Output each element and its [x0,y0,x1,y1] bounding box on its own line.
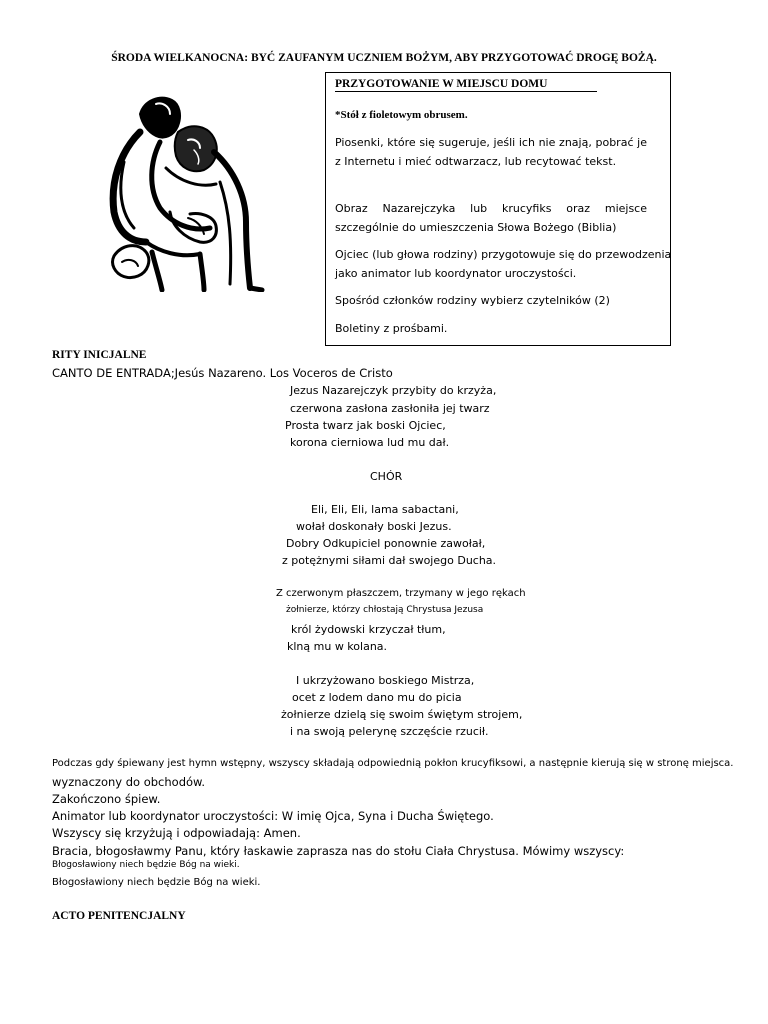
preparation-item-animator: Ojciec (lub głowa rodziny) przygotowuje się do przewodzenia jako animator lub koordynator uroczystości. [335,248,672,280]
invitation-line: Bracia, błogosławmy Panu, który łaskawie zaprasza nas do stołu Ciała Chrystusa. Mówimy wszyscy: [52,844,625,858]
verse1-line2: czerwona zasłona zasłoniła jej twarz [290,402,490,415]
preparation-item-readers: Spośród członków rodziny wybierz czytelników (2) [335,294,610,307]
page-title: ŚRODA WIELKANOCNA: BYĆ ZAUFANYM UCZNIEM BOŻYM, ABY PRZYGOTOWAĆ DROGĘ BOŻĄ. [111,52,657,64]
verse3-line1: I ukrzyżowano boskiego Mistrza, [296,674,475,687]
entrance-song-title: CANTO DE ENTRADA;Jesús Nazareno. Los Voceros de Cristo [52,366,393,380]
chorus-line2: wołał doskonały boski Jezus. [296,520,452,533]
preparation-box [325,72,671,346]
verse3-line2: ocet z lodem dano mu do picia [292,691,462,704]
instruction-line2: wyznaczony do obchodów. [52,775,206,789]
instruction-line1: Podczas gdy śpiewany jest hymn wstępny, wszyscy składają odpowiednią pokłon krucyfiksowi, a następnie kierują się w stronę miejsca. [52,758,734,769]
verse2-line2: żołnierze, którzy chłostają Chrystusa Jezusa [286,605,484,615]
chorus-line4: z potężnymi siłami dał swojego Ducha. [282,554,497,567]
verse1-line3: Prosta twarz jak boski Ojciec, [285,419,446,432]
preparation-item-bulletins: Boletiny z prośbami. [335,322,448,335]
preparation-item-songs: Piosenki, które się sugeruje, jeśli ich nie znają, pobrać je z Internetu i mieć odtwarzacz, lub recytować tekst. [335,136,647,168]
embrace-illustration-icon [100,92,280,292]
preparation-item-image: Obraz Nazarejczyka lub krucyfiks oraz miejsce szczególnie do umieszczenia Słowa Bożego (Biblia) [335,202,647,234]
blessing-line: Błogosławiony niech będzie Bóg na wieki. [52,877,261,888]
verse2-line3: król żydowski krzyczał tłum, [291,623,446,636]
verse1-line1: Jezus Nazarejczyk przybity do krzyża, [290,384,497,397]
penitential-heading: ACTO PENITENCJALNY [52,910,186,922]
chorus-line1: Eli, Eli, Eli, lama sabactani, [311,503,459,516]
verse3-line3: żołnierze dzielą się swoim świętym strojem, [281,708,523,721]
chorus-label: CHÓR [370,470,403,483]
response-line: Wszyscy się krzyżują i odpowiadają: Amen. [52,826,301,840]
rites-heading: RITY INICJALNE [52,349,147,361]
verse2-line4: klną mu w kolana. [287,640,388,653]
table-note: *Stół z fioletowym obrusem. [335,109,468,121]
preparation-heading: PRZYGOTOWANIE W MIEJSCU DOMU [335,78,597,92]
blessing-small-line: Błogosławiony niech będzie Bóg na wieki. [52,860,240,870]
verse2-line1: Z czerwonym płaszczem, trzymany w jego rękach [276,588,526,599]
verse3-line4: i na swoją pelerynę szczęście rzucił. [290,725,489,738]
verse1-line4: korona cierniowa lud mu dał. [290,436,450,449]
end-song-line: Zakończono śpiew. [52,792,161,806]
chorus-line3: Dobry Odkupiciel ponownie zawołał, [286,537,486,550]
animator-line: Animator lub koordynator uroczystości: W imię Ojca, Syna i Ducha Świętego. [52,809,494,823]
